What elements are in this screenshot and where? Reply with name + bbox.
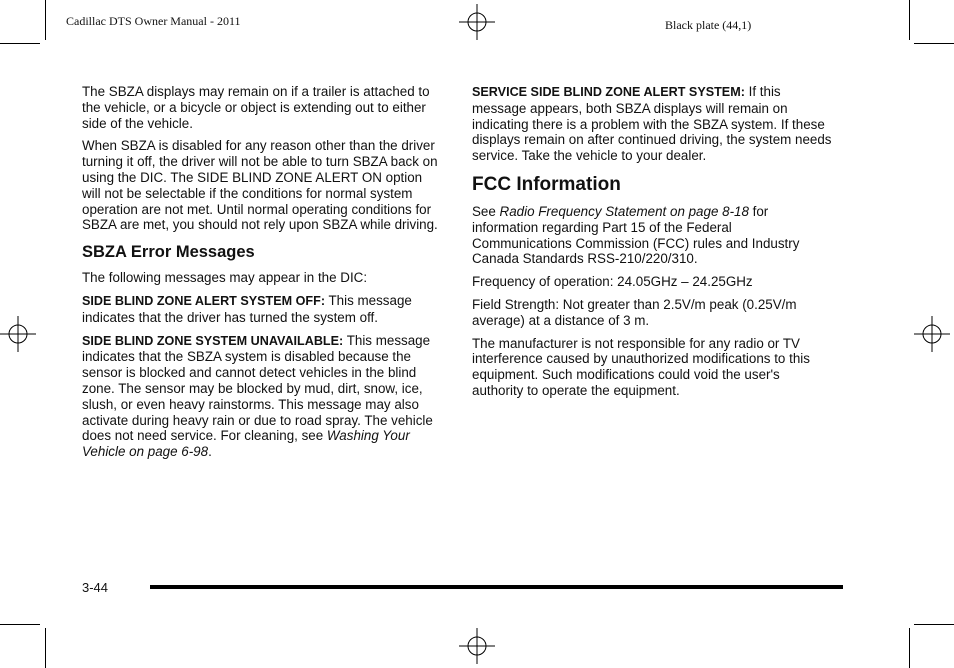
message-entry (82, 293, 444, 326)
paragraph: The SBZA displays may remain on if a trailer is attached to the vehicle, or a bicycle or object is extending out to either side of the vehicle. (82, 84, 430, 131)
message-label: SIDE BLIND ZONE ALERT SYSTEM OFF: (82, 293, 326, 308)
section-heading: FCC Information (472, 173, 621, 195)
message-text: If this message appears, both SBZA displays will remain on indicating there is a problem with the SBZA system. If these displays remain on after continued driving, the system needs service. Take the vehicle to your dealer. (472, 84, 832, 164)
crop-mark (914, 624, 954, 625)
message-entry (82, 333, 444, 460)
left-column (82, 84, 444, 467)
registration-mark-icon (459, 628, 495, 664)
crop-mark (909, 0, 910, 40)
crop-mark (0, 624, 40, 625)
message-entry (472, 84, 834, 164)
crop-mark (45, 0, 46, 40)
registration-mark-icon (914, 316, 950, 352)
cross-reference-link[interactable]: Radio Frequency Statement on page 8-18 (499, 203, 749, 219)
crop-mark (45, 628, 46, 668)
crop-mark (909, 628, 910, 668)
paragraph-text: See (472, 203, 500, 219)
paragraph: When SBZA is disabled for any reason other than the driver turning it off, the driver will not be able to turn SBZA back on using the DIC. The SIDE BLIND ZONE ALERT ON option will not be selectable if the conditions for normal system operation are not met. Until normal operating conditions for SBZA are met, you should not rely upon SBZA while driving. (82, 138, 438, 233)
footer-rule (150, 585, 843, 589)
header-title: Cadillac DTS Owner Manual - 2011 (66, 14, 241, 28)
registration-mark-icon (459, 4, 495, 40)
message-text: . (208, 444, 212, 460)
message-label: SIDE BLIND ZONE SYSTEM UNAVAILABLE: (82, 333, 344, 348)
crop-mark (914, 43, 954, 44)
page-number: 3-44 (82, 580, 109, 595)
header-plate: Black plate (44,1) (665, 18, 752, 32)
paragraph: The manufacturer is not responsible for any radio or TV interference caused by unauthorized modifications to this equipment. Such modifications could void the user's authority to operate the equipment. (472, 335, 810, 398)
right-column (472, 84, 834, 406)
paragraph: Frequency of operation: 24.05GHz – 24.25GHz (472, 274, 753, 290)
cross-reference-link[interactable]: Washing Your Vehicle on page 6-98 (82, 428, 410, 460)
message-text: This message indicates that the SBZA system is disabled because the sensor is blocked and cannot detect vehicles in the blind zone. The sensor may be blocked by mud, dirt, snow, ice, slush, or even heavy rainstorms. This message may also activate during heavy rain or due to road spray. The vehicle does not need service. For cleaning, see (82, 332, 433, 444)
registration-mark-icon (0, 316, 36, 352)
paragraph: The following messages may appear in the DIC: (82, 270, 368, 286)
message-label: SERVICE SIDE BLIND ZONE ALERT SYSTEM: (472, 85, 745, 99)
paragraph: Field Strength: Not greater than 2.5V/m peak (0.25V/m average) at a distance of 3 m. (472, 296, 797, 328)
crop-mark (0, 43, 40, 44)
section-heading: SBZA Error Messages (82, 243, 255, 262)
paragraph (472, 204, 834, 267)
paragraph-text: for information regarding Part 15 of the Federal Communications Commission (FCC) rules and Industry Canada Standards RSS-210/220/310. (472, 203, 800, 267)
message-text: This message indicates that the driver has turned the system off. (82, 292, 412, 325)
